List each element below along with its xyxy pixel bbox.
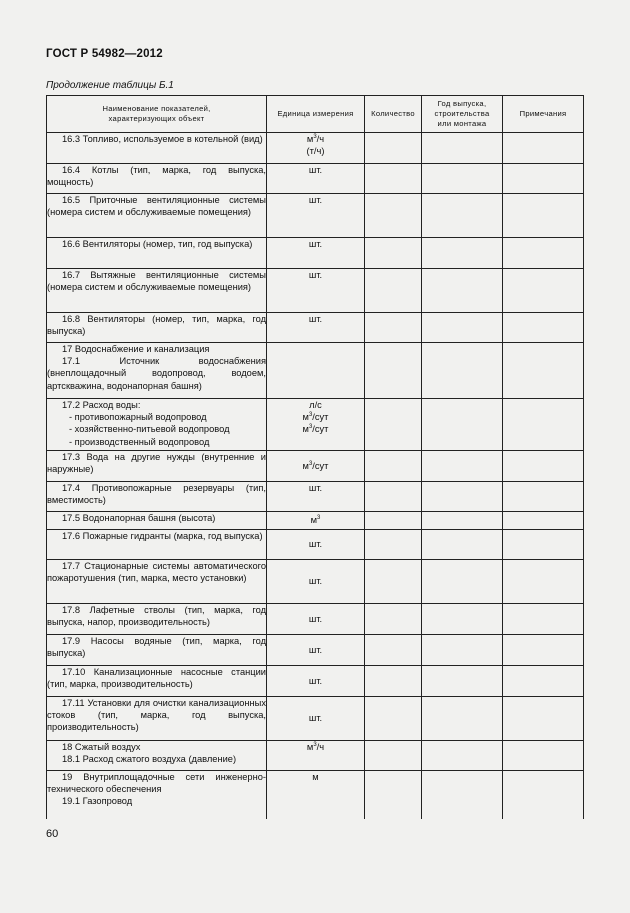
year-cell xyxy=(422,666,503,697)
quantity-cell xyxy=(365,451,422,482)
row-unit-cell xyxy=(267,313,365,343)
year-cell xyxy=(422,399,503,451)
quantity-cell xyxy=(365,133,422,164)
column-header-quantity xyxy=(365,96,422,133)
year-cell xyxy=(422,269,503,313)
row-unit-cell xyxy=(267,635,365,666)
quantity-cell xyxy=(365,741,422,771)
unit-text: $м^3/ч$ xyxy=(306,133,325,144)
unit-text: шт. xyxy=(308,576,323,587)
table-row xyxy=(47,666,584,697)
row-unit-cell xyxy=(267,741,365,771)
row-name-cell xyxy=(47,604,267,635)
quantity-cell xyxy=(365,343,422,399)
unit-text: $м^3$ xyxy=(310,515,321,526)
quantity-cell xyxy=(365,666,422,697)
column-header-name xyxy=(47,96,267,133)
row-name-text: 17.5 Водонапорная башня (высота) xyxy=(62,513,216,523)
row-name-cell xyxy=(47,194,267,238)
row-name-text: 16.4 Котлы (тип, марка, год выпуска, мощность) xyxy=(47,165,266,188)
quantity-cell xyxy=(365,697,422,741)
notes-cell xyxy=(503,343,584,399)
row-name-cell xyxy=(47,512,267,530)
header-line: или монтажа xyxy=(437,119,487,128)
notes-cell xyxy=(503,741,584,771)
unit-text: шт. xyxy=(308,270,323,280)
year-cell xyxy=(422,530,503,560)
notes-cell xyxy=(503,482,584,512)
year-cell xyxy=(422,741,503,771)
year-cell xyxy=(422,512,503,530)
notes-cell xyxy=(503,313,584,343)
unit-text: $м^3/ч$ xyxy=(306,741,325,752)
table-row xyxy=(47,482,584,512)
notes-cell xyxy=(503,133,584,164)
unit-text: шт. xyxy=(308,195,323,205)
notes-cell xyxy=(503,399,584,451)
notes-cell xyxy=(503,530,584,560)
unit-text: шт. xyxy=(308,713,323,724)
quantity-cell xyxy=(365,771,422,819)
notes-cell xyxy=(503,560,584,604)
page-number: 60 xyxy=(46,828,59,840)
header-line: Наименование показателей, xyxy=(102,104,211,113)
table-row xyxy=(47,771,584,819)
table-row xyxy=(47,635,584,666)
row-unit-cell xyxy=(267,194,365,238)
quantity-cell xyxy=(365,482,422,512)
row-unit-cell xyxy=(267,451,365,482)
row-name-cell xyxy=(47,343,267,399)
unit-text: $м^3$/сут xyxy=(302,412,329,423)
column-header-notes xyxy=(503,96,584,133)
table-row xyxy=(47,238,584,269)
row-name-text: 16.5 Приточные вентиляционные системы (номера систем и обслуживаемые помещения) xyxy=(47,195,266,218)
year-cell xyxy=(422,697,503,741)
row-name-cell xyxy=(47,697,267,741)
row-name-cell xyxy=(47,164,267,194)
row-unit-cell xyxy=(267,269,365,313)
row-name-cell xyxy=(47,269,267,313)
table-row xyxy=(47,560,584,604)
unit-text: шт. xyxy=(308,483,323,493)
unit-text: $м^3$/сут xyxy=(302,424,329,435)
section-heading: 17 Водоснабжение и канализация xyxy=(62,344,210,354)
row-unit-cell xyxy=(267,133,365,164)
table-row xyxy=(47,164,584,194)
year-cell xyxy=(422,771,503,819)
row-name-cell xyxy=(47,133,267,164)
row-unit-cell xyxy=(267,666,365,697)
list-item: - производственный водопровод xyxy=(69,436,210,447)
table-row xyxy=(47,604,584,635)
header-line: Примечания xyxy=(519,109,567,118)
row-name-cell xyxy=(47,771,267,819)
row-name-text: 17.11 Установки для очистки канализационных стоков (тип, марка, год выпуска, производительность) xyxy=(47,698,266,733)
column-header-unit xyxy=(267,96,365,133)
table-row xyxy=(47,697,584,741)
row-name-cell xyxy=(47,530,267,560)
row-unit-cell xyxy=(267,482,365,512)
notes-cell xyxy=(503,635,584,666)
unit-text: л/с xyxy=(309,400,322,410)
row-name-text: 17.8 Лафетные стволы (тип, марка, год выпуска, напор, производительность) xyxy=(47,605,266,628)
quantity-cell xyxy=(365,560,422,604)
row-unit-cell xyxy=(267,771,365,819)
row-name-text: 17.10 Канализационные насосные станции (тип, марка, производительность) xyxy=(47,667,266,690)
year-cell xyxy=(422,133,503,164)
table-row xyxy=(47,512,584,530)
quantity-cell xyxy=(365,399,422,451)
data-table xyxy=(46,95,584,819)
header-line: Год выпуска, xyxy=(437,99,487,108)
table-row xyxy=(47,343,584,399)
table-row xyxy=(47,530,584,560)
unit-text: шт. xyxy=(308,644,323,655)
year-cell xyxy=(422,560,503,604)
header-line: Единица измерения xyxy=(277,109,354,118)
unit-text: м xyxy=(312,772,319,782)
quantity-cell xyxy=(365,164,422,194)
table-row xyxy=(47,399,584,451)
notes-cell xyxy=(503,771,584,819)
row-unit-cell xyxy=(267,164,365,194)
row-unit-cell xyxy=(267,343,365,399)
year-cell xyxy=(422,482,503,512)
row-name-text: 17.2 Расход воды: xyxy=(62,400,141,410)
year-cell xyxy=(422,343,503,399)
notes-cell xyxy=(503,238,584,269)
column-header-year xyxy=(422,96,503,133)
row-name-cell xyxy=(47,482,267,512)
year-cell xyxy=(422,313,503,343)
year-cell xyxy=(422,635,503,666)
header-line: характеризующих объект xyxy=(108,114,205,123)
table-row xyxy=(47,269,584,313)
row-name-text: 17.7 Стационарные системы автоматического пожаротушения (тип, марка, место установки) xyxy=(47,561,266,584)
row-name-cell xyxy=(47,238,267,269)
row-name-cell xyxy=(47,399,267,451)
row-name-text: 16.3 Топливо, используемое в котельной (вид) xyxy=(62,134,263,144)
row-name-cell xyxy=(47,635,267,666)
row-name-cell xyxy=(47,741,267,771)
row-name-text: 18.1 Расход сжатого воздуха (давление) xyxy=(62,754,237,765)
notes-cell xyxy=(503,512,584,530)
table-row xyxy=(47,741,584,771)
unit-text: шт. xyxy=(308,239,323,249)
notes-cell xyxy=(503,194,584,238)
table-row xyxy=(47,451,584,482)
row-name-cell xyxy=(47,451,267,482)
row-name-text: 17.3 Вода на другие нужды (внутренние и наружные) xyxy=(47,452,266,475)
list-item: - противопожарный водопровод xyxy=(69,412,207,423)
row-name-cell xyxy=(47,666,267,697)
table-row xyxy=(47,133,584,164)
notes-cell xyxy=(503,164,584,194)
quantity-cell xyxy=(365,194,422,238)
document-title: ГОСТ Р 54982—2012 xyxy=(46,48,163,60)
header-line: Количество xyxy=(371,109,415,118)
quantity-cell xyxy=(365,238,422,269)
unit-text: шт. xyxy=(308,675,323,686)
table-row xyxy=(47,194,584,238)
unit-text: шт. xyxy=(308,165,323,175)
row-name-text: 19.1 Газопровод xyxy=(62,796,133,807)
row-name-text: 17.1 Источник водоснабжения (внеплощадочный водопровод, водоем, артскважина, водонапорная башня) xyxy=(47,356,266,391)
table-row xyxy=(47,313,584,343)
row-name-text: 16.8 Вентиляторы (номер, тип, марка, год выпуска) xyxy=(47,314,266,337)
notes-cell xyxy=(503,666,584,697)
row-unit-cell xyxy=(267,560,365,604)
notes-cell xyxy=(503,697,584,741)
unit-text: шт. xyxy=(308,539,323,550)
notes-cell xyxy=(503,269,584,313)
table-header-row xyxy=(47,96,584,133)
header-line: строительства xyxy=(434,109,490,118)
unit-text: шт. xyxy=(308,613,323,624)
unit-text: (т/ч) xyxy=(306,146,325,157)
row-name-cell xyxy=(47,313,267,343)
row-unit-cell xyxy=(267,512,365,530)
row-unit-cell xyxy=(267,399,365,451)
year-cell xyxy=(422,451,503,482)
quantity-cell xyxy=(365,269,422,313)
row-unit-cell xyxy=(267,530,365,560)
table-caption: Продолжение таблицы Б.1 xyxy=(46,80,174,91)
row-name-text: 17.9 Насосы водяные (тип, марка, год выпуска) xyxy=(47,636,266,659)
section-heading: 19 Внутриплощадочные сети инженерно-технического обеспечения xyxy=(47,772,266,795)
notes-cell xyxy=(503,451,584,482)
year-cell xyxy=(422,604,503,635)
quantity-cell xyxy=(365,635,422,666)
row-unit-cell xyxy=(267,697,365,741)
quantity-cell xyxy=(365,604,422,635)
year-cell xyxy=(422,238,503,269)
year-cell xyxy=(422,194,503,238)
notes-cell xyxy=(503,604,584,635)
quantity-cell xyxy=(365,530,422,560)
row-name-cell xyxy=(47,560,267,604)
row-name-text: 16.6 Вентиляторы (номер, тип, год выпуска) xyxy=(62,239,253,249)
year-cell xyxy=(422,164,503,194)
row-name-text: 17.4 Противопожарные резервуары (тип, вместимость) xyxy=(47,483,266,506)
unit-text: $м^3$/сут xyxy=(302,460,329,471)
unit-text: шт. xyxy=(308,314,323,324)
section-heading: 18 Сжатый воздух xyxy=(62,742,141,752)
quantity-cell xyxy=(365,512,422,530)
row-unit-cell xyxy=(267,238,365,269)
quantity-cell xyxy=(365,313,422,343)
row-unit-cell xyxy=(267,604,365,635)
row-name-text: 16.7 Вытяжные вентиляционные системы (номера систем и обслуживаемые помещения) xyxy=(47,270,266,293)
row-name-text: 17.6 Пожарные гидранты (марка, год выпуска) xyxy=(62,531,263,541)
list-item: - хозяйственно-питьевой водопровод xyxy=(69,424,230,435)
